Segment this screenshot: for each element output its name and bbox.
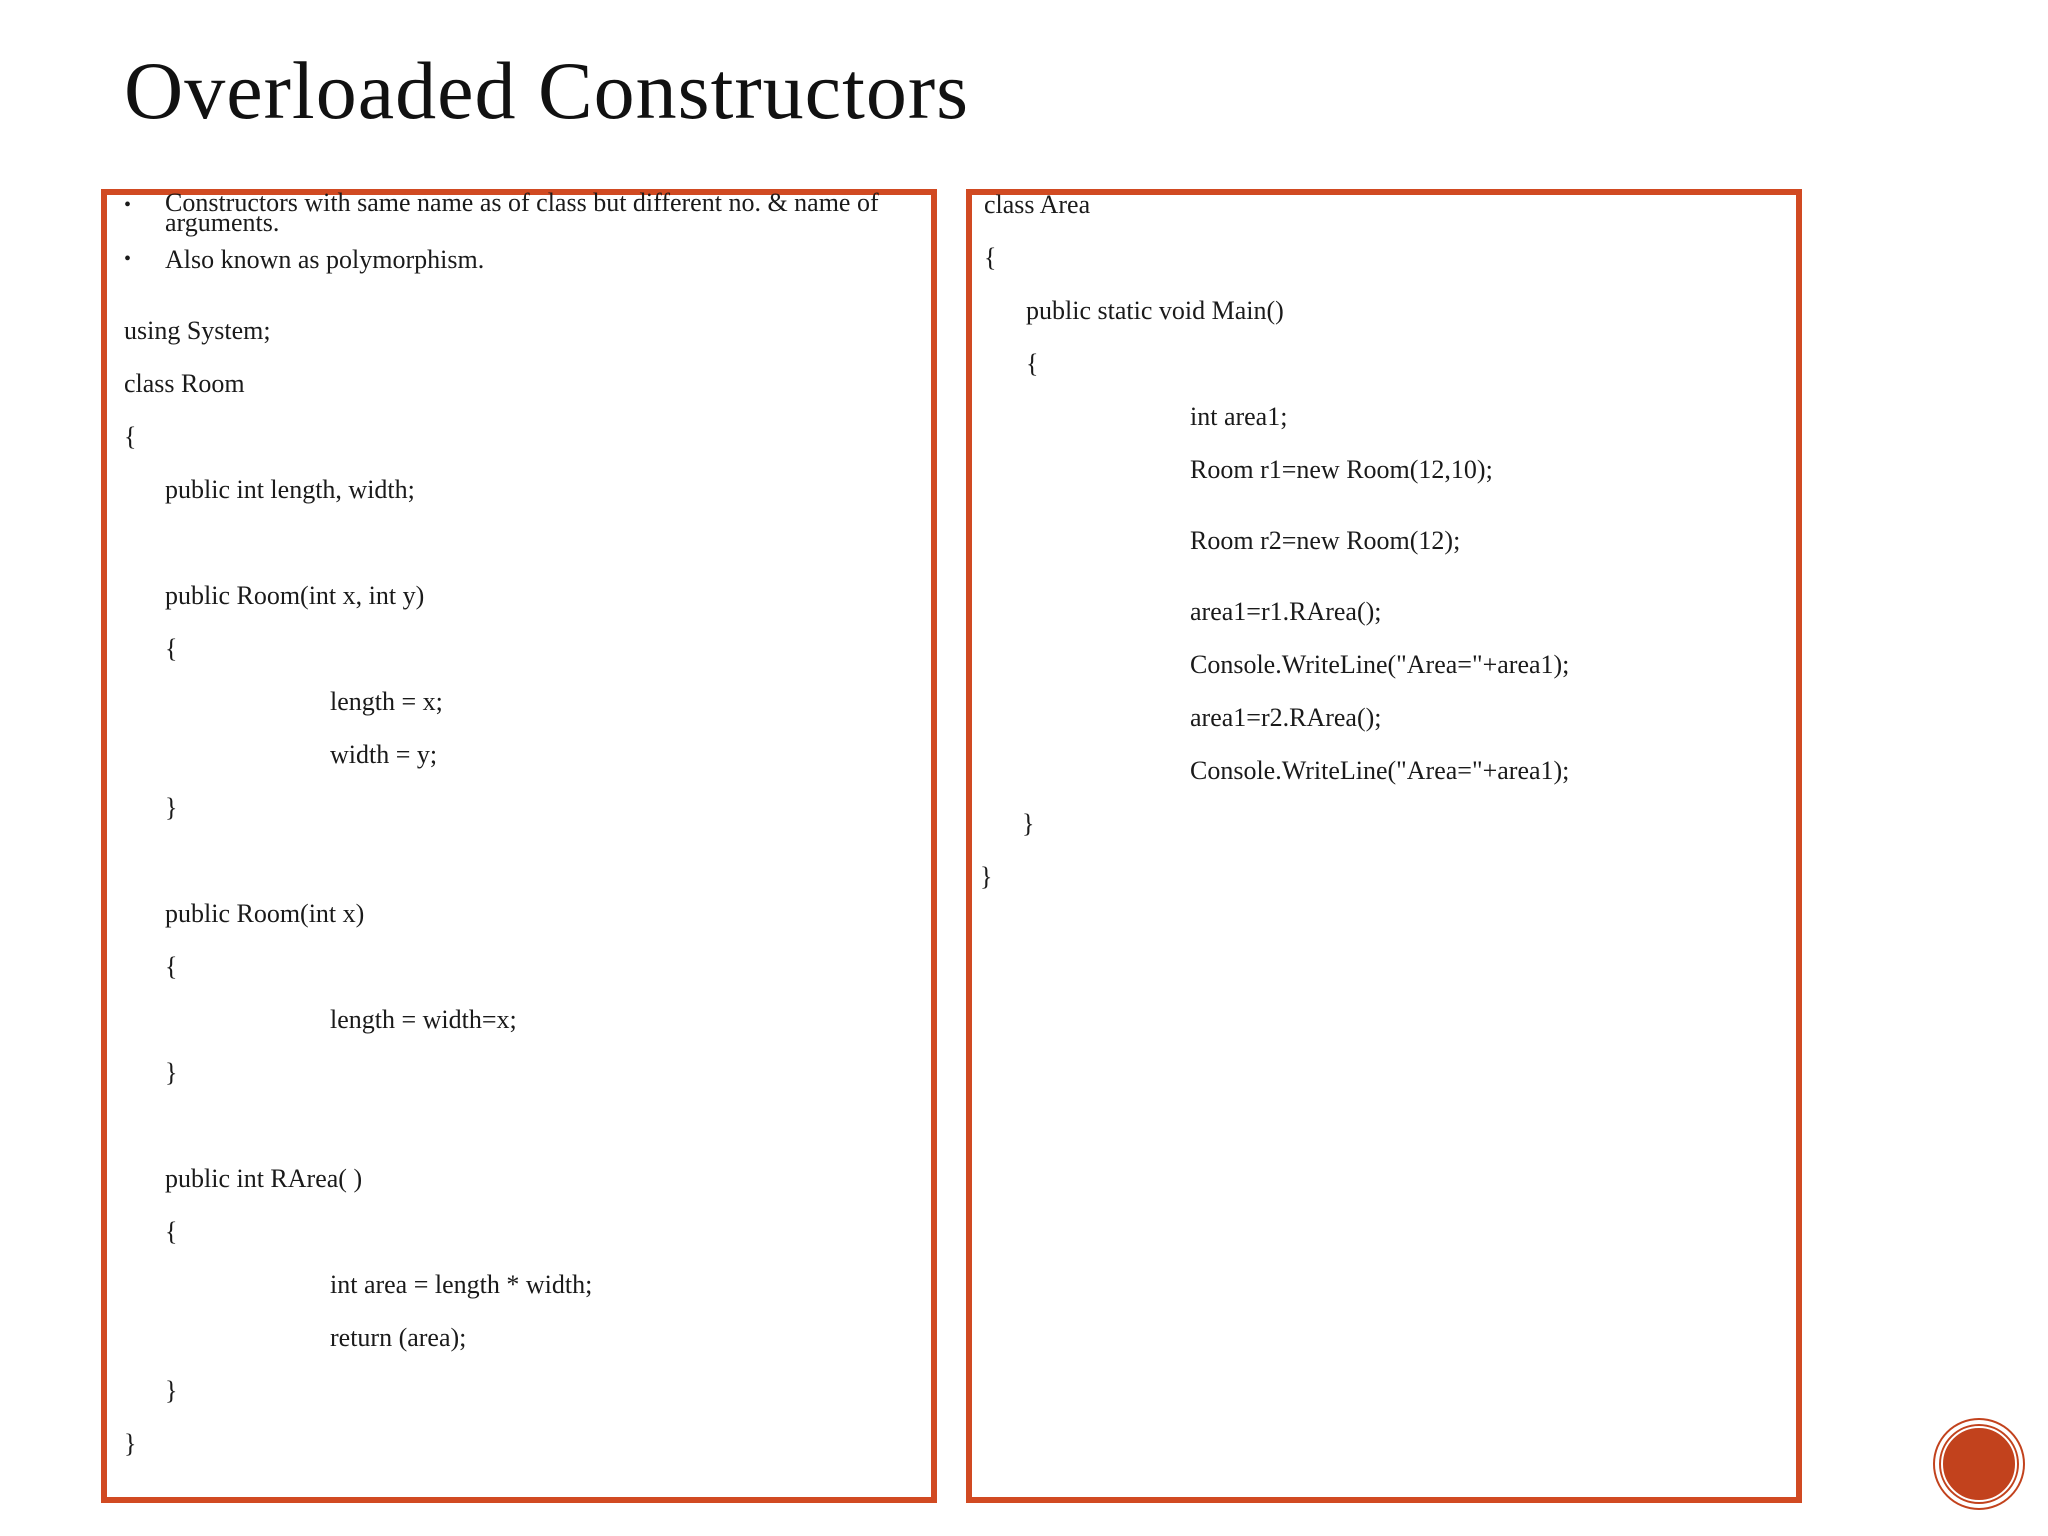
code-line: class Area <box>984 190 1091 219</box>
code-line: Console.WriteLine("Area="+area1); <box>1190 756 1570 785</box>
code-line: { <box>124 422 137 451</box>
slide-title: Overloaded Constructors <box>124 45 970 136</box>
code-line: } <box>165 793 178 822</box>
code-line: } <box>165 1058 178 1087</box>
code-line: return (area); <box>330 1323 467 1352</box>
code-line: Room r1=new Room(12,10); <box>1190 455 1493 484</box>
code-line: { <box>165 634 178 663</box>
bullet-item: Also known as polymorphism. <box>165 245 485 274</box>
code-line: { <box>165 952 178 981</box>
code-line: public static void Main() <box>1026 296 1284 325</box>
code-line: int area1; <box>1190 402 1288 431</box>
bullet-item: Constructors with same name as of class but different no. & name of arguments. <box>165 188 879 237</box>
code-line: int area = length * width; <box>330 1270 593 1299</box>
circle-nav-icon[interactable] <box>1935 1420 2023 1508</box>
code-line: public int RArea( ) <box>165 1164 363 1193</box>
right-code-panel <box>966 189 1802 1503</box>
code-line: public int length, width; <box>165 475 415 504</box>
code-line: using System; <box>124 316 271 345</box>
code-line: } <box>124 1429 137 1458</box>
code-line: length = x; <box>330 687 443 716</box>
bullet-icon: • <box>124 194 132 216</box>
code-line: public Room(int x) <box>165 899 365 928</box>
code-line: { <box>165 1217 178 1246</box>
nav-ring <box>1941 1426 2017 1502</box>
code-line: area1=r1.RArea(); <box>1190 597 1382 626</box>
code-line: Console.WriteLine("Area="+area1); <box>1190 650 1570 679</box>
code-line: class Room <box>124 369 245 398</box>
code-line: Room r2=new Room(12); <box>1190 526 1461 555</box>
code-line: { <box>1026 349 1039 378</box>
code-line: } <box>1022 809 1035 838</box>
code-line: public Room(int x, int y) <box>165 581 425 610</box>
code-line: } <box>165 1376 178 1405</box>
code-line: area1=r2.RArea(); <box>1190 703 1382 732</box>
bullet-icon: • <box>124 248 132 270</box>
code-line: } <box>980 862 993 891</box>
code-line: length = width=x; <box>330 1005 517 1034</box>
code-line: width = y; <box>330 740 438 769</box>
code-line: { <box>984 243 997 272</box>
